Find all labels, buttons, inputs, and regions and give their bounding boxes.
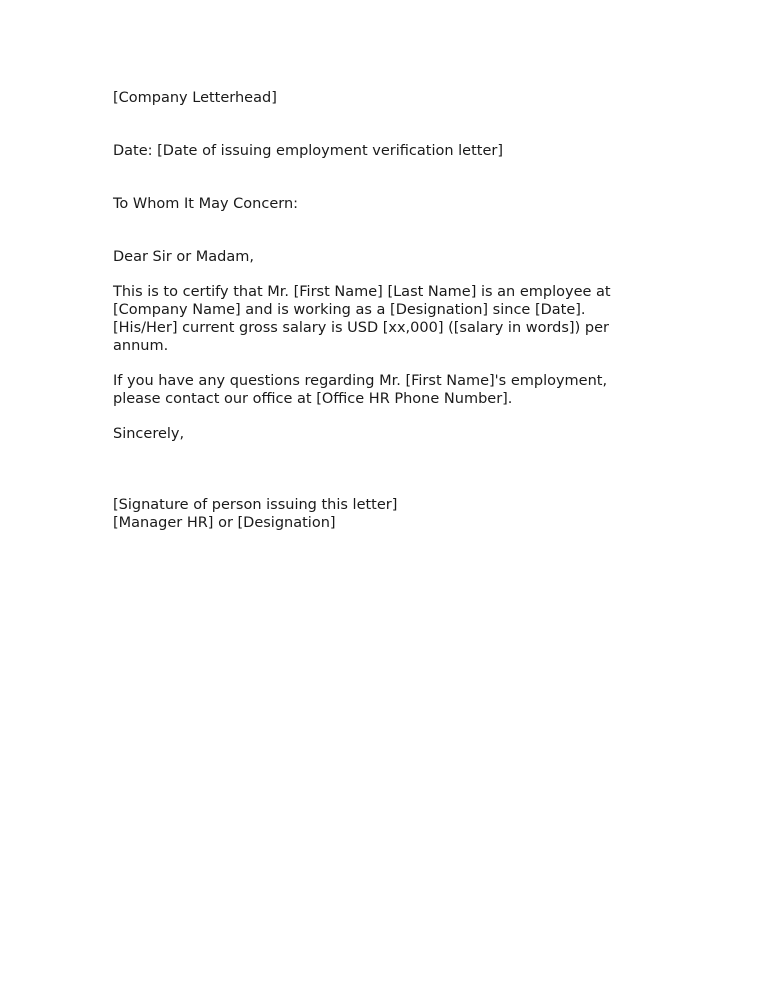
letterhead-text: [Company Letterhead] (113, 90, 277, 106)
closing-text: Sincerely, (113, 426, 185, 442)
paragraph-line: This is to certify that Mr. [First Name] [Last Name] is an employee at (113, 284, 611, 300)
paragraph-line: annum. (113, 338, 169, 354)
paragraph-line: If you have any questions regarding Mr. [First Name]'s employment, (113, 373, 608, 389)
salutation-text: Dear Sir or Madam, (113, 249, 255, 265)
salutation-line (113, 248, 653, 266)
signature-text: [Signature of person issuing this letter] (113, 497, 398, 513)
closing-line (113, 425, 653, 443)
company-letterhead (113, 89, 653, 107)
paragraph-line: [His/Her] current gross salary is USD [xx,000] ([salary in words]) per (113, 320, 609, 336)
date-line (113, 142, 653, 160)
recipient-text: To Whom It May Concern: (113, 196, 299, 212)
contact-paragraph (113, 372, 653, 408)
recipient-line (113, 195, 653, 213)
date-text: Date: [Date of issuing employment verification letter] (113, 143, 504, 159)
certification-paragraph (113, 283, 653, 355)
paragraph-line: please contact our office at [Office HR Phone Number]. (113, 391, 513, 407)
signature-block (113, 496, 653, 532)
signatory-title-text: [Manager HR] or [Designation] (113, 515, 336, 531)
letter-body (113, 89, 653, 532)
paragraph-line: [Company Name] and is working as a [Designation] since [Date]. (113, 302, 586, 318)
